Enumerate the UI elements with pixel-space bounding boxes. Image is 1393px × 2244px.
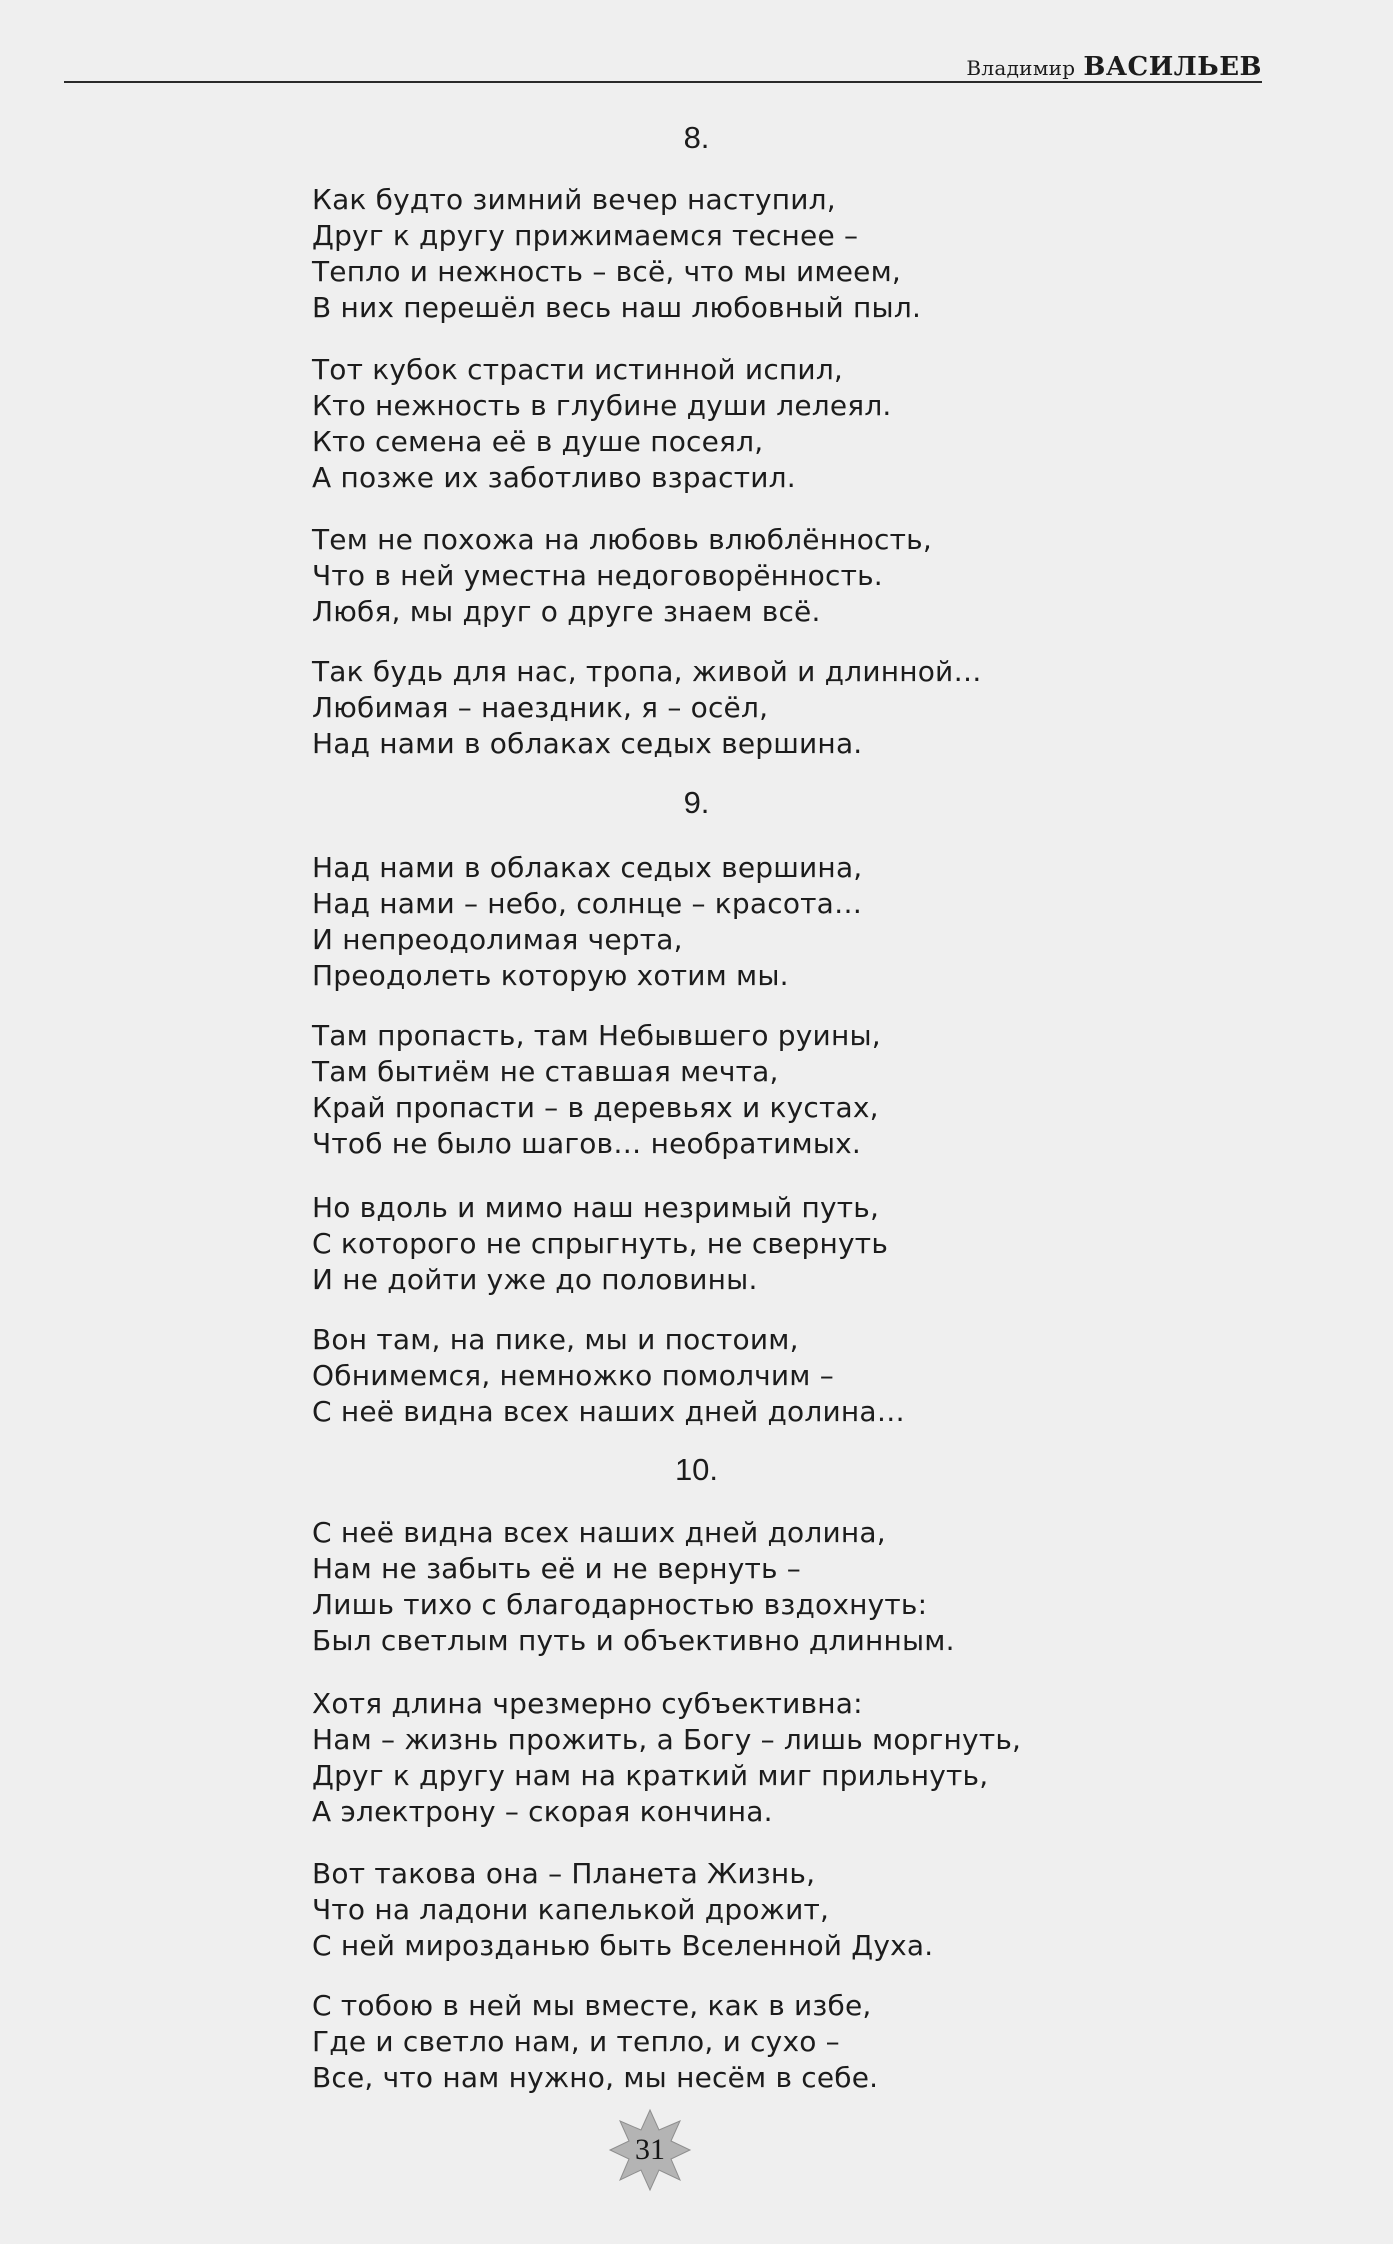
poem-line: С неё видна всех наших дней долина,: [312, 1516, 886, 1549]
poem-line: Друг к другу прижимаемся теснее –: [312, 219, 859, 252]
author-first-name: Владимир: [966, 56, 1076, 80]
poem-line: Кто семена её в душе посеял,: [312, 425, 764, 458]
stanza: [312, 182, 921, 326]
page-number-badge: [608, 2108, 692, 2192]
poem-line: А позже их заботливо взрастил.: [312, 461, 796, 494]
poem-number: 10.: [674, 1452, 719, 1487]
poem-line: С тобою в ней мы вместе, как в избе,: [312, 1989, 872, 2022]
poem-number: 9.: [683, 785, 710, 820]
poem-line: Любя, мы друг о друге знаем всё.: [312, 595, 821, 628]
poem-line: Вот такова она – Планета Жизнь,: [312, 1857, 816, 1890]
page-number: 31: [635, 2133, 665, 2166]
poem-line: Преодолеть которую хотим мы.: [312, 959, 789, 992]
poem-line: Был светлым путь и объективно длинным.: [312, 1624, 955, 1657]
poem-line: А электрону – скорая кончина.: [312, 1795, 773, 1828]
header-rule: [64, 81, 1262, 83]
poem-line: Нам не забыть её и не вернуть –: [312, 1552, 801, 1585]
running-head: [64, 52, 1262, 82]
poem-line: Обнимемся, немножко помолчим –: [312, 1359, 834, 1392]
stanza: [312, 1686, 1021, 1830]
poem-line: Все, что нам нужно, мы несём в себе.: [312, 2061, 879, 2094]
poem-line: Хотя длина чрезмерно субъективна:: [312, 1687, 863, 1720]
poem-line: Там пропасть, там Небывшего руины,: [312, 1019, 881, 1052]
stanza: [312, 1322, 905, 1430]
poem-line: С неё видна всех наших дней долина…: [312, 1395, 905, 1428]
poem-line: И непреодолимая черта,: [312, 923, 683, 956]
poem-line: Где и светло нам, и тепло, и сухо –: [312, 2025, 840, 2058]
stanza: [312, 654, 982, 762]
poem-line: Что в ней уместна недоговорённость.: [312, 559, 883, 592]
stanza: [312, 352, 892, 496]
stanza: [312, 1856, 933, 1964]
stanza: [312, 1018, 881, 1162]
poem-line: И не дойти уже до половины.: [312, 1263, 758, 1296]
poem-line: Друг к другу нам на краткий миг прильнуть,: [312, 1759, 989, 1792]
poem-line: Над нами – небо, солнце – красота…: [312, 887, 863, 920]
poem-line: Тепло и нежность – всё, что мы имеем,: [312, 255, 902, 288]
poem-line: Так будь для нас, тропа, живой и длинной…: [312, 655, 982, 688]
poem-line: Вон там, на пике, мы и постоим,: [312, 1323, 799, 1356]
poem-line: Над нами в облаках седых вершина,: [312, 851, 863, 884]
poem-number: 8.: [683, 120, 710, 155]
poem-line: Что на ладони капелькой дрожит,: [312, 1893, 830, 1926]
poem-line: Тот кубок страсти истинной испил,: [312, 353, 844, 386]
stanza: [312, 1190, 888, 1298]
poem-line: Над нами в облаках седых вершина.: [312, 727, 863, 760]
stanza: [312, 850, 862, 994]
poem-line: Кто нежность в глубине души лелеял.: [312, 389, 892, 422]
poem-line: Нам – жизнь прожить, а Богу – лишь моргнуть,: [312, 1723, 1022, 1756]
poem-line: Тем не похожа на любовь влюблённость,: [312, 523, 932, 556]
poem-line: Но вдоль и мимо наш незримый путь,: [312, 1191, 880, 1224]
author-last-name: ВАСИЛЬЕВ: [1083, 52, 1262, 82]
poem-line: Любимая – наездник, я – осёл,: [312, 691, 769, 724]
poem-line: Край пропасти – в деревьях и кустах,: [312, 1091, 879, 1124]
stanza: [312, 1515, 955, 1659]
poem-line: Лишь тихо с благодарностью вздохнуть:: [312, 1588, 928, 1621]
poem-line: Там бытиём не ставшая мечта,: [312, 1055, 779, 1088]
poem-line: Чтоб не было шагов… необратимых.: [312, 1127, 862, 1160]
poem-line: С которого не спрыгнуть, не свернуть: [312, 1227, 889, 1260]
stanza: [312, 522, 932, 630]
poem-line: Как будто зимний вечер наступил,: [312, 183, 836, 216]
poem-line: В них перешёл весь наш любовный пыл.: [312, 291, 922, 324]
stanza: [312, 1988, 878, 2096]
poem-line: С ней мирозданью быть Вселенной Духа.: [312, 1929, 934, 1962]
